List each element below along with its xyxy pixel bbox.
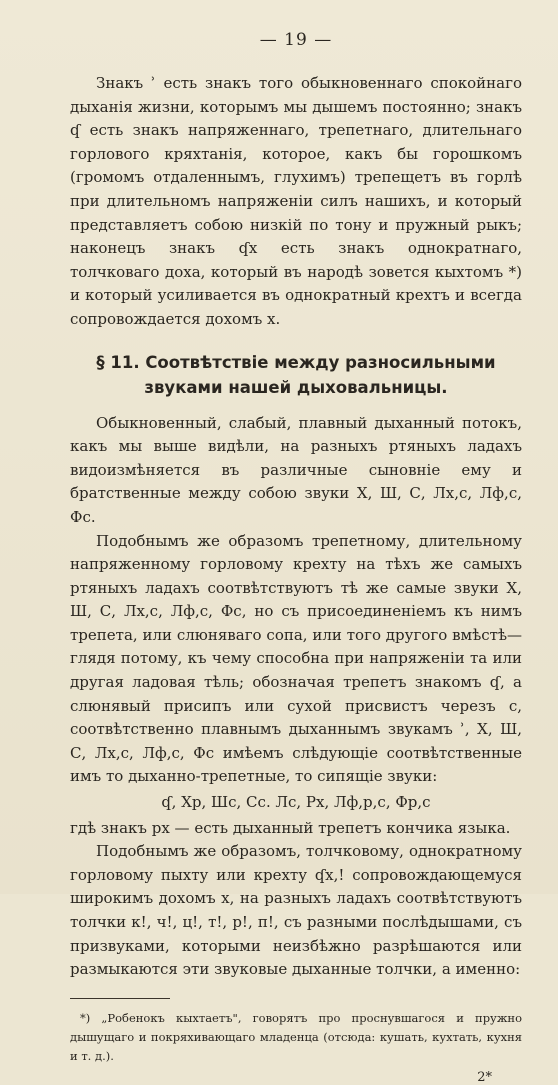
paragraph-3: Подобнымъ же образомъ, толчковому, однократному горловому пыхту или крехту ʠx,! сопровождающемуся широкимъ дохомъ х, на разныхъ ладахъ соотвѣтствуютъ толчки к!, ч!, ц!, т!, р!, п!, съ разными послѣдышами, съ призвуками, которыми неизбѣжно разрѣшаются или размыкаются эти звуковые дыханные толчки, а именно: — [70, 842, 522, 979]
section-heading: § 11. Соотвѣтствіе между разносильными звуками нашей дыховальницы. — [96, 352, 496, 397]
paragraph-1: Обыкновенный, слабый, плавный дыханный потокъ, какъ мы выше видѣли, на разныхъ ртяныхъ ладахъ видоизмѣняется въ различные сыновніе ему и братственные между собою звуки Х, Ш, С, Лх,с, Лф,с, Фс. — [70, 413, 522, 526]
footnote: *) „Робенокъ кыхтаетъ", говорятъ про проснувшагося и пружно дышущаго и покряхивающаго младенца (отсюда: кушать, кухтать, кухня и т. д.). — [70, 1010, 522, 1063]
signature-mark: 2* — [477, 1069, 492, 1085]
page-number: — 19 — — [259, 30, 333, 50]
intro-paragraph: Знакъ ʾ есть знакъ того обыкновеннаго спокойнаго дыханія жизни, которымъ мы дышемъ постоянно; знакъ ʠ есть знакъ напряженнаго, трепетнаго, длительнаго горлового кряхтанія, которое, какъ бы горошкомъ (громомъ отдаленнымъ, глухимъ) трепещетъ въ горлѣ при длительномъ напряженіи силъ нашихъ, и который представляетъ собою низкій по тону и пружный рыкъ; наконецъ знакъ ʠx есть знакъ однократнаго, толчковаго доха, который въ народѣ зовется кыхтомъ *) и который усиливается въ однократный крехтъ и всегда сопровождается дохомъ х. — [70, 74, 522, 328]
formula-line: ʠ, Хр, Шс, Сс. Лс, Рх, Лф,р,с, Фр,с — [161, 793, 431, 812]
footnote-divider — [70, 998, 170, 999]
paragraph-2: Подобнымъ же образомъ трепетному, длительному напряженному горловому крехту на тѣхъ же самыхъ ртяныхъ ладахъ соотвѣтствуютъ тѣ же самые звуки Х, Ш, С, Лх,с, Лф,с, Фс, но съ присоединеніемъ къ нимъ трепета, или слюняваго сопа, или того другого вмѣстѣ—глядя потому, къ чему способна при напряженіи та или другая ладовая тѣль; обозначая трепетъ знакомъ ʠ, а слюнявый присипъ или сухой присвистъ черезъ с, соотвѣтственно плавнымъ дыханнымъ звукамъ ʾ, Х, Ш, С, Лх,с, Лф,с, Фс имѣемъ слѣдующіе соотвѣтственные имъ то дыханно-трепетные, то сипящіе звуки: — [70, 531, 522, 786]
after-formula-text: гдѣ знакъ рх — есть дыханный трепетъ кончика языка. — [70, 818, 511, 837]
